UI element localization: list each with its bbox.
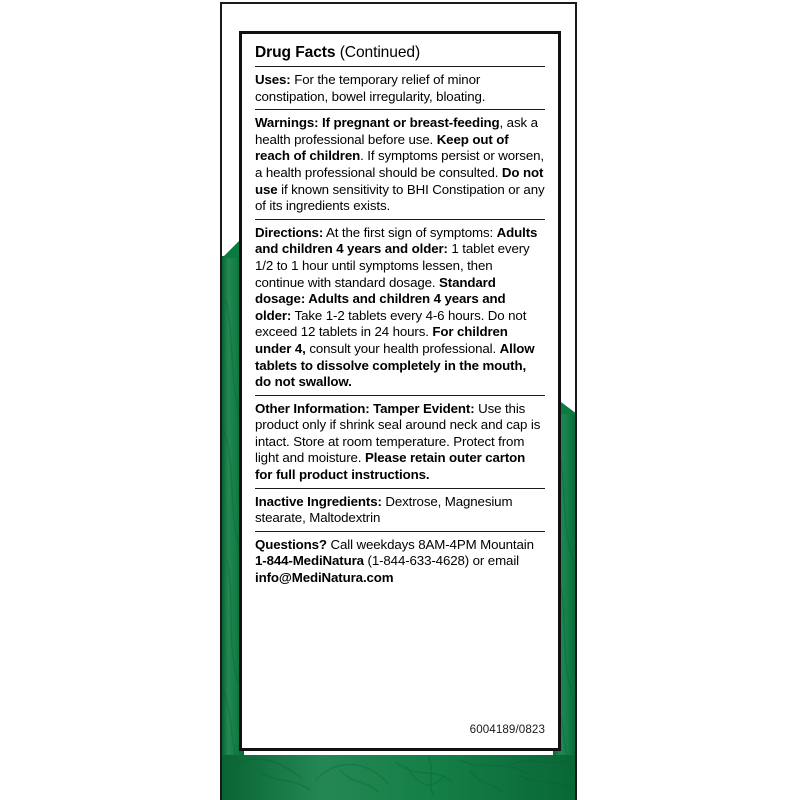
lot-code: 6004189/0823 xyxy=(469,723,545,736)
product-carton-panel xyxy=(220,0,579,800)
divider xyxy=(255,531,545,532)
drug-facts-title-strong: Drug Facts xyxy=(255,44,336,61)
divider xyxy=(255,109,545,110)
directions-heading: Directions: xyxy=(255,224,324,240)
section-questions xyxy=(255,537,545,587)
warnings-heading: Warnings: If pregnant or breast-feeding xyxy=(255,115,500,131)
questions-heading: Questions? xyxy=(255,536,327,552)
section-inactive-ingredients xyxy=(255,494,545,527)
other-information-body: Use this product only if shrink seal around neck and cap is intact. Store at room temperature. Protect from light and moisture. xyxy=(255,400,541,466)
drug-facts-title xyxy=(255,43,545,62)
questions-phone: 1-844-MediNatura xyxy=(255,553,364,569)
directions-bold-2: Adults and children 4 years and older: xyxy=(255,224,538,257)
questions-email: info@MediNatura.com xyxy=(255,570,394,586)
divider xyxy=(255,219,545,220)
directions-bold-3: Standard dosage: Adults and children 4 years and older: xyxy=(255,274,506,323)
warnings-bold-3: Do not use xyxy=(255,164,544,197)
warnings-body-2: . If symptoms persist or worsen, a health professional should be consulted. xyxy=(255,148,544,180)
drug-facts-panel xyxy=(239,31,561,751)
warnings-bold-2: Keep out of reach of children xyxy=(255,131,509,164)
green-band-bottom xyxy=(222,755,577,800)
directions-body-2: 1 tablet every 1/2 to 1 hour until symptoms lessen, then continue with standard dosage. xyxy=(255,241,530,290)
other-information-heading: Other Information: Tamper Evident: xyxy=(255,400,475,416)
directions-bold-4: For children under 4, xyxy=(255,324,508,356)
directions-bold-5: Allow tablets to dissolve completely in the mouth, do not swallow. xyxy=(255,340,535,390)
directions-body-3: Take 1-2 tablets every 4-6 hours. Do not exceed 12 tablets in 24 hours. xyxy=(255,307,527,340)
questions-body-2: (1-844-633-4628) or email xyxy=(363,553,519,569)
uses-heading: Uses: xyxy=(255,72,291,87)
drug-facts-content xyxy=(242,34,558,748)
questions-body: Call weekdays 8AM-4PM Mountain xyxy=(326,536,534,552)
warnings-body-3: if known sensitivity to BHI Constipation or any of its ingredients exists. xyxy=(255,181,545,214)
section-directions xyxy=(255,225,545,391)
uses-body: For the temporary relief of minor constipation, bowel irregularity, bloating. xyxy=(255,72,486,104)
section-uses xyxy=(255,72,545,105)
section-warnings xyxy=(255,115,545,215)
divider xyxy=(255,488,545,489)
section-other-information xyxy=(255,401,545,484)
inactive-ingredients-heading: Inactive Ingredients: xyxy=(255,493,382,509)
divider xyxy=(255,66,545,67)
other-information-bold-2: Please retain outer carton for full product instructions. xyxy=(255,450,526,483)
directions-body-4: consult your health professional. xyxy=(305,340,500,356)
drug-facts-title-light: (Continued) xyxy=(339,44,421,61)
warnings-body: , ask a health professional before use. xyxy=(255,115,538,147)
divider xyxy=(255,395,545,396)
inactive-ingredients-body: Dextrose, Magnesium stearate, Maltodextrin xyxy=(255,493,513,526)
directions-body: At the first sign of symptoms: xyxy=(323,224,497,240)
